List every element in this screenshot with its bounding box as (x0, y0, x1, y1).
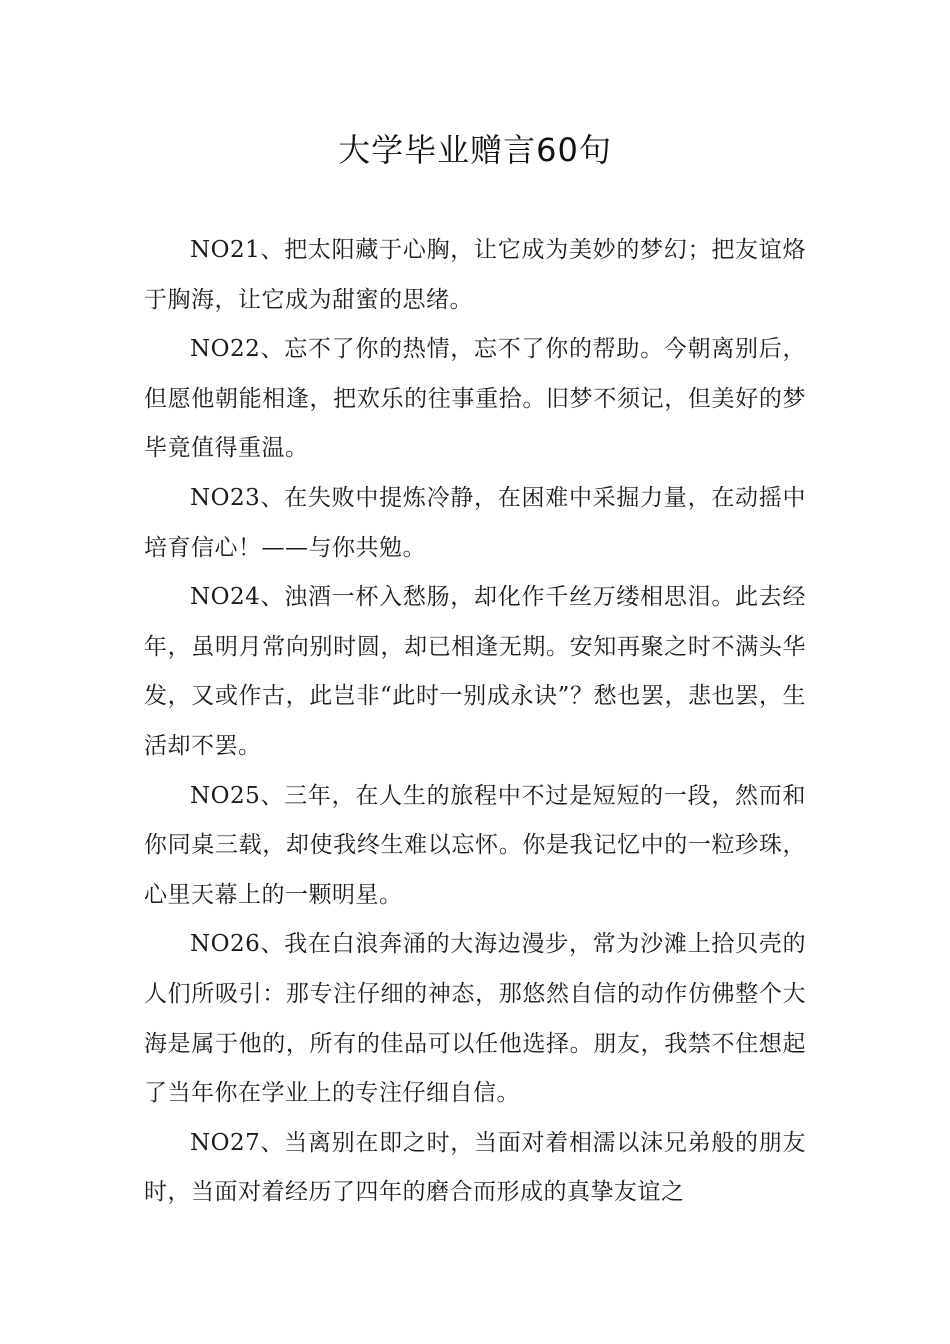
document-body (144, 226, 806, 1218)
paragraph-no22: NO22、忘不了你的热情，忘不了你的帮助。今朝离别后，但愿他朝能相逢，把欢乐的往事重拾。旧梦不须记，但美好的梦毕竟值得重温。 (144, 336, 806, 462)
document-title: 大学毕业赠言60句 (338, 131, 612, 169)
paragraph-no27: NO27、当离别在即之时，当面对着相濡以沫兄弟般的朋友时，当面对着经历了四年的磨合而形成的真挚友谊之 (144, 1129, 806, 1206)
paragraph-no21: NO21、把太阳藏于心胸，让它成为美妙的梦幻；把友谊烙于胸海，让它成为甜蜜的思绪。 (144, 237, 806, 313)
paragraph-no24: NO24、浊酒一杯入愁肠，却化作千丝万缕相思泪。此去经年，虽明月常向别时圆，却已相逢无期。安知再聚之时不满头华发，又或作古，此岂非“此时一别成永诀”？愁也罢，悲也罢，生活却不罢。 (144, 584, 806, 759)
paragraph-no23: NO23、在失败中提炼冷静，在困难中采掘力量，在动摇中培育信心！——与你共勉。 (144, 484, 806, 561)
paragraph-no25: NO25、三年，在人生的旅程中不过是短短的一段，然而和你同桌三载，却使我终生难以忘怀。你是我记忆中的一粒珍珠，心里天幕上的一颗明星。 (144, 782, 806, 908)
paragraph-no26: NO26、我在白浪奔涌的大海边漫步，常为沙滩上拾贝壳的人们所吸引：那专注仔细的神态，那悠然自信的动作仿佛整个大海是属于他的，所有的佳品可以任他选择。朋友，我禁不住想起了当年你在学业上的专注仔细自信。 (144, 931, 806, 1107)
